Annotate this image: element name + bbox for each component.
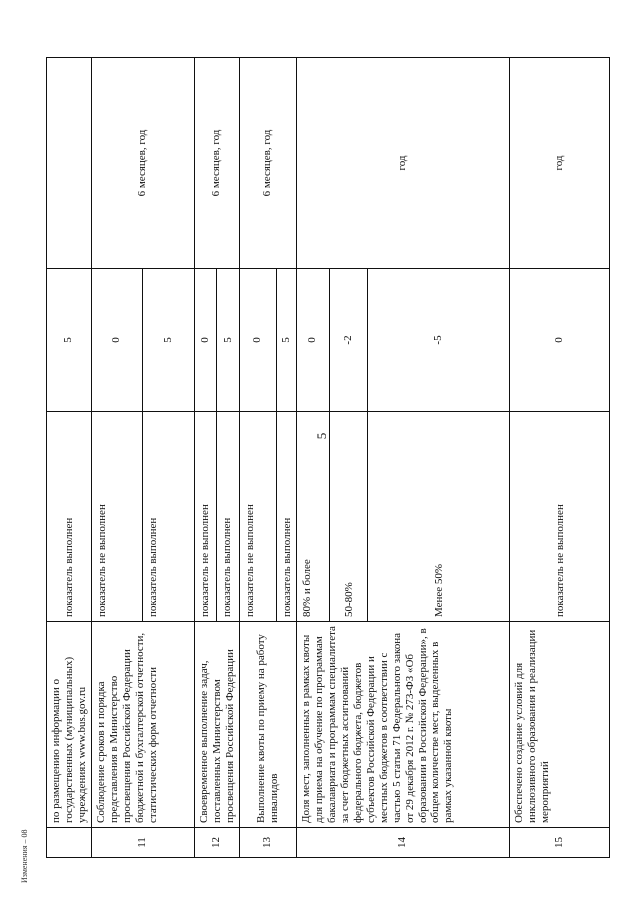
- points-cell: 5: [142, 269, 194, 412]
- row-number-cell: 13: [239, 828, 296, 858]
- criteria-table: [46, 57, 610, 858]
- table-row: [296, 58, 329, 858]
- points-cell: -5: [367, 269, 509, 412]
- result-cell: показатель не выполнен: [239, 412, 276, 622]
- result-cell: Менее 50%: [367, 412, 509, 622]
- result-cell: показатель не выполнен: [91, 412, 142, 622]
- points-cell: 5: [47, 269, 92, 412]
- table-row: [91, 58, 142, 858]
- criterion-cell: Обеспечено создание условий для инклюзивного образования и реализации мероприятий: [509, 622, 609, 828]
- result-cell: показатель не выполнен: [509, 412, 609, 622]
- points-cell: 0: [509, 269, 609, 412]
- row-number-cell: [47, 828, 92, 858]
- period-cell: год: [296, 58, 509, 269]
- points-cell: 5: [217, 269, 239, 412]
- points-cell: 0: [91, 269, 142, 412]
- criterion-cell: Соблюдение сроков и порядка представления в Министерство просвещения Российской Федерации бюджетной и бухгалтерской отчетности, статистических форм отчетности: [91, 622, 194, 828]
- row-number-cell: 15: [509, 828, 609, 858]
- table-row: [239, 58, 276, 858]
- period-cell: год: [509, 58, 609, 269]
- points-cell: 5: [276, 269, 296, 412]
- criterion-cell: по размещению информации о государственных (муниципальных) учреждениях www.bus.gov.ru: [47, 622, 92, 828]
- points-cell: -2: [329, 269, 367, 412]
- points-cell: 0: [239, 269, 276, 412]
- period-cell: 6 месяцев, год: [91, 58, 194, 269]
- row-number-cell: 11: [91, 828, 194, 858]
- criterion-cell: Своевременное выполнение задач, поставленных Министерством просвещения Российской Федерации: [194, 622, 239, 828]
- criteria-table-frame: [46, 58, 604, 858]
- page-number: 5: [314, 432, 329, 440]
- table-row: [47, 58, 92, 858]
- period-cell: 6 месяцев, год: [194, 58, 239, 269]
- result-cell: показатель выполнен: [142, 412, 194, 622]
- result-cell: 80% и более: [296, 412, 329, 622]
- criterion-cell: Выполнение квоты по приему на работу инвалидов: [239, 622, 296, 828]
- period-cell: 6 месяцев, год: [239, 58, 296, 269]
- result-cell: показатель не выполнен: [194, 412, 216, 622]
- table-row: [509, 58, 609, 858]
- rotated-table-container: [46, 58, 604, 858]
- result-cell: показатель выполнен: [217, 412, 239, 622]
- table-row: [194, 58, 216, 858]
- row-number-cell: 14: [296, 828, 509, 858]
- row-number-cell: 12: [194, 828, 239, 858]
- result-cell: показатель выполнен: [276, 412, 296, 622]
- points-cell: 0: [296, 269, 329, 412]
- period-cell: [47, 58, 92, 269]
- result-cell: 50-80%: [329, 412, 367, 622]
- criterion-cell: Доля мест, заполненных в рамках квоты для приема на обучение по программам бакалавриата и программам специалитета за счет бюджетных ассигнований федерального бюджета, бюджетов субъектов Российской Федерации и местных бюджетов в соответствии с частью 5 статьи 71 Федерального закона от 29 декабря 2012 г. № 273-ФЗ «Об образовании в Российской Федерации», в общем количестве мест, выделенных в рамках указанной квоты: [296, 622, 509, 828]
- result-cell: показатель выполнен: [47, 412, 92, 622]
- footer-revision-note: Изменения – 08: [20, 829, 29, 883]
- points-cell: 0: [194, 269, 216, 412]
